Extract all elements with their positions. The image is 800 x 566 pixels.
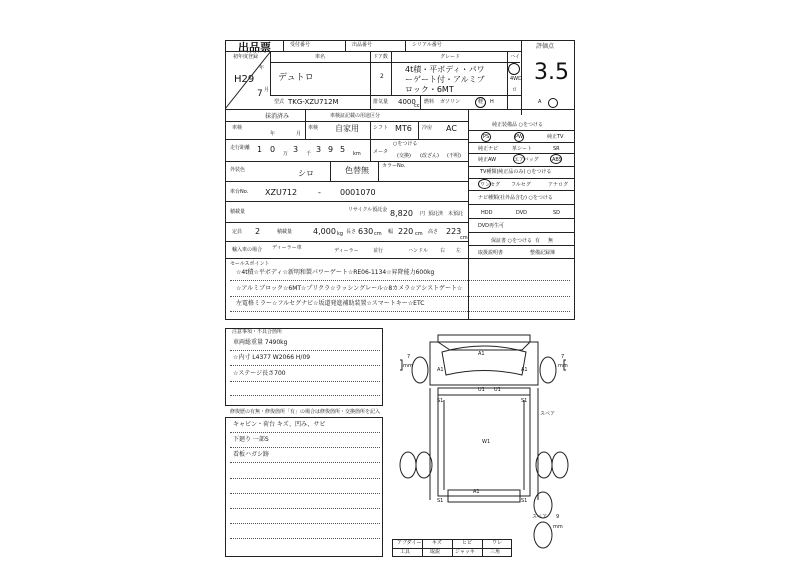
length-value: 630 [358,227,374,236]
frame-label: 車台No. [230,189,249,195]
use-label: 車検 [308,125,319,131]
tv-title: TV種類(純正品のみ) ○をつける [480,169,552,175]
equipment-title: 純正装備品 ○をつける [492,122,543,128]
use-hdr: 車検証記載の用途区分 [330,113,381,119]
frame-model: XZU712 [265,188,298,197]
color-label: 外装色 [230,167,246,173]
footer-hdr-3: ヒビ [462,540,473,546]
truck-diagram [390,330,575,560]
manual-label: 取扱説明書 [478,250,504,256]
fuel-flag-lo: ロ [512,87,518,93]
navi-title: ナビ種類(社外品含む) ○をつける [478,195,553,201]
navi-sd: SD [553,210,561,216]
lot-number-label: 出品番号 [352,42,373,48]
warranty-yes: 有 [535,238,541,244]
dvd-playback: DVD再生可 [478,223,505,229]
recycle-unit: 円 [420,211,426,217]
seats-value: 2 [255,227,261,236]
shaken-label: 抹消済み [265,113,290,120]
spare-label-1: スペア [540,411,556,417]
repair-line-3: 看板ハガシ跡 [233,451,270,458]
mileage-digit-6: 5 [340,145,346,154]
load-unit: kg [337,231,344,237]
repair-label: 修復歴の有無・修復箇所「有」の場合は修復箇所・交換箇所を記入 [230,409,381,415]
score-flag-a: A [538,99,542,105]
sheet-title: 出品票 [238,41,271,54]
service-record-label: 整備記録簿 [530,250,556,256]
first-registration-label: 初年度登録 [233,54,259,60]
grade-line-2: ーゲート付・アルミブ [405,75,485,84]
year-unit: 年 [259,65,265,71]
color-no-label: カラーNo. [382,163,406,169]
tv-oneseg: ワンセグ [480,182,501,188]
tv-fullseg: フルセグ [511,182,531,188]
model-value: TKG-XZU712M [288,98,339,106]
shift-label: シフト [373,125,389,131]
mark-s1-right-bottom: S1 [521,498,528,504]
car-name-label: 車名 [315,54,326,60]
repair-line-1: キャビン・荷台 キズ、凹み、サビ [233,421,326,428]
sales-point-line-2: ☆アルミブロック☆6MT☆プリクラ☆ラッシングレール☆8カメラ☆アシストゲート☆ [236,285,463,292]
tire-depth-front-left-unit: mm [403,363,413,369]
footer-hdr-4: ワレ [492,540,503,546]
navi-hdd: HDD [481,210,493,216]
grade-line-1: 4t積・平ボディ・パワ [405,65,485,74]
navi-dvd: DVD [516,210,528,216]
footer-val-3: ジャッキ [455,549,475,555]
fuel-flag-4wd: 4WD [510,76,522,82]
footer-hdr-1: アブダイー [397,540,422,546]
tire-depth-front-right: 7 [561,354,565,360]
fuel-flag-4wd-circle [508,63,520,75]
repair-line-2: 下廻り 一部S [233,436,269,443]
mileage-unit-km: km [353,151,361,157]
cc-value: 4000 [398,98,416,106]
import-opt-handle: ハンドル [408,248,429,254]
ac-value: AC [446,124,457,133]
footer-val-2: 取説 [430,549,441,555]
car-name: デュトロ [278,73,314,83]
equip-aw: 純正AW [478,157,497,163]
mark-a1-left: A1 [437,367,444,373]
shaken-month-unit: 月 [296,131,302,137]
score-value: 3.5 [534,60,569,85]
height-unit: cm [460,235,468,241]
import-opt-dealer: ディーラー [334,248,359,254]
sales-point-line-3: 左電格ミラー☆フルセグナビ☆坂道発進補助装置☆スマートキー☆ETC [236,300,425,307]
doors-value: 2 [380,73,384,80]
equip-abs: ABS [552,157,562,163]
mark-a1-right: A1 [521,367,528,373]
load-label: 積載量 [277,229,293,235]
width-value: 220 [398,227,414,236]
import-sub: ディーラー車 [272,245,302,251]
mark-u1-left: U1 [478,387,485,393]
use-value: 自家用 [335,124,359,133]
score-flag-circle [548,98,558,108]
seats-label: 定員 [232,229,243,235]
sales-point-label: セールスポイント [230,261,270,267]
month-unit: 月 [264,87,270,93]
recycle-value: 8,820 [390,209,413,218]
meter-label: メータ [373,149,389,155]
mileage-digit-4: 3 [316,145,322,154]
equip-navi: 純正ナビ [478,146,499,152]
mileage-digit-2: 0 [270,145,276,154]
shaken-row-label: 車検 [232,125,243,131]
shaken-year-unit: 年 [270,131,276,137]
meter-opt-2: (改ざん) [420,153,439,159]
frame-dash: - [318,188,321,197]
import-opt-right: 右 [440,248,446,254]
model-label: 型式 [274,99,285,105]
mark-s1-left-top: S1 [437,398,444,404]
frame-number: 0001070 [340,188,376,197]
reception-number-label: 受付番号 [290,42,311,48]
equip-pw: PW [515,134,523,140]
spare-unit: mm [553,524,563,530]
import-opt-parallel: 並行 [373,248,384,254]
recycle-label: リサイクル預託金 [348,207,388,213]
footer-val-4: 三角 [490,549,501,555]
mileage-digit-3: 3 [293,145,299,154]
mileage-label: 走行距離 [230,145,251,151]
mark-w1-bed: W1 [482,439,491,445]
spare-value: 9 [556,514,560,520]
ac-label: 冷房 [422,125,433,131]
notes-line-3: ☆ステージ長さ700 [233,370,286,377]
equip-leather: 革シート [512,146,533,152]
tv-analog: アナログ [548,182,569,188]
fuel-diesel: 軽 [478,99,484,105]
notes-label: 注意事項・不具合箇所 [232,329,283,335]
footer-hdr-2: キズ [432,540,442,546]
footer-val-1: 工具 [400,549,411,555]
grade-label: グレード [440,54,461,60]
warranty-no: 無 [548,238,554,244]
length-unit: cm [374,231,382,237]
mileage-digit-1: 1 [257,145,263,154]
color-change: 色替無 [345,166,369,175]
meter-opt-1: (交換) [397,153,411,159]
capacity-label: 積載量 [230,209,246,215]
color-value: シロ [298,169,314,178]
notes-line-1: 車両総重量 7490kg [233,339,288,346]
equip-tv: 純正TV [547,134,564,140]
meter-note: ○をつける [393,141,418,147]
meter-opt-3: (不明) [447,153,461,159]
equip-ps: PS [483,134,490,140]
import-opt-left: 左 [456,248,462,254]
shift-value: MT6 [395,124,412,133]
width-label: 幅 [388,229,394,235]
mark-u1-right: U1 [494,387,501,393]
fuel-gas: ガソリン [440,99,461,105]
equip-airbag: エアバッグ [514,157,539,163]
mileage-unit-man: 万 [283,151,289,157]
recycle-status: 預託済 [428,211,444,217]
fuel-flag-high: ハイ [510,54,521,60]
serial-number-label: シリアル番号 [412,42,442,48]
cc-label: 排気量 [373,99,389,105]
fuel-other: H [490,99,494,105]
height-value: 223 [446,227,462,236]
grade-line-3: ロック・6MT [405,85,454,94]
sales-point-line-1: ☆4t積☆平ボディ☆新明和製パワーゲート☆RE06-1134☆昇降能力600kg [236,269,435,276]
import-label: 輸入車の場合 [232,247,263,253]
recycle-status-2: 未預託 [448,211,464,217]
height-label: 高さ [428,229,439,235]
mark-s1-left-bottom: S1 [437,498,444,504]
year-value: H29 [234,74,255,85]
load-value: 4,000 [313,227,336,236]
tire-depth-front-left: 7 [407,354,411,360]
equip-sr: SR [553,146,560,152]
tire-depth-front-right-unit: mm [558,363,568,369]
mark-a1-rear: A1 [473,489,480,495]
spare-label-2: スペア [532,514,548,520]
length-label: 長さ [346,229,357,235]
mileage-digit-5: 9 [328,145,334,154]
mark-a1-cab: A1 [478,351,485,357]
fuel-type-label: 燃料 [424,99,435,105]
mileage-unit-sen: 千 [306,151,312,157]
notes-line-2: ☆内寸 L4377 W2066 H/09 [233,354,311,361]
warranty-label: 保証書 ○をつける [491,238,532,244]
doors-label: ドア数 [373,54,388,60]
mark-s1-right-top: S1 [521,398,528,404]
month-value: 7 [257,89,263,99]
score-label: 評価点 [536,43,555,50]
width-unit: cm [415,231,423,237]
cc-unit: cc [414,103,420,109]
